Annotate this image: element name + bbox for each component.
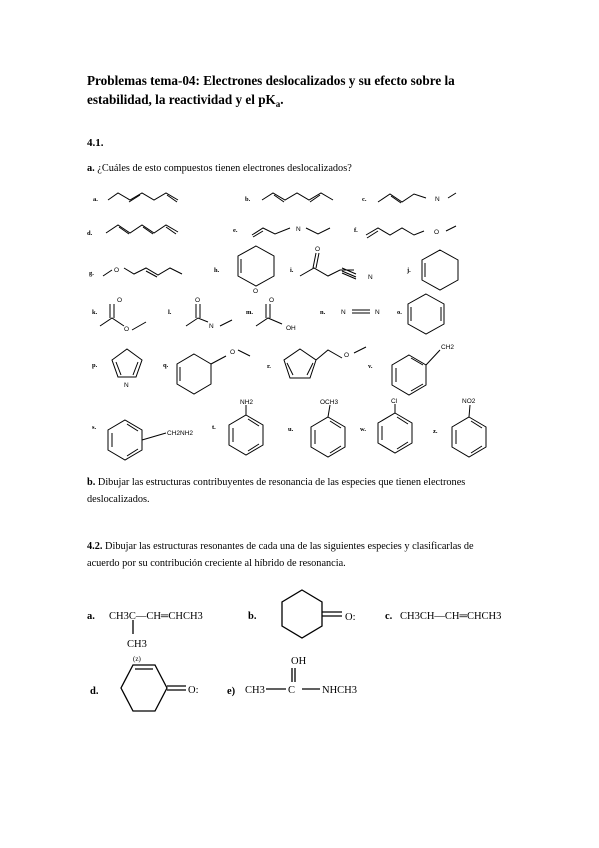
structure-label-d: d. (87, 230, 93, 237)
structure-label-z: z. (433, 428, 438, 435)
atom-o-r: O (344, 352, 350, 359)
atom-ch2nh2-s: CH2NH2 (167, 430, 194, 437)
structure-label-l: l. (168, 309, 172, 316)
structure-label-u: u. (288, 426, 294, 433)
structure-label-v: v. (368, 363, 373, 370)
structure-label-n: n. (320, 309, 326, 316)
p2-e-c: C (288, 685, 296, 696)
structure-label-m: m. (246, 309, 254, 316)
atom-n-c: N (435, 196, 440, 203)
title-line-1: Problemas tema-04: Electrones deslocalizados y su efecto sobre la (87, 73, 455, 88)
structure-label-r: r. (267, 363, 271, 370)
p2-a-branch: CH3 (127, 639, 147, 650)
p2-label-c: c. (385, 611, 393, 622)
atom-n-n2: N (375, 309, 380, 316)
structure-label-i: i. (290, 267, 294, 274)
atom-n-i: N (368, 274, 373, 281)
atom-o-l: O (195, 297, 201, 304)
atom-o-k2: O (124, 326, 130, 333)
p2-d-mark: (z) (133, 655, 141, 663)
atom-oh-m: OH (286, 325, 296, 332)
atom-och3-u: OCH3 (320, 399, 339, 406)
structure-label-q: q. (163, 362, 169, 369)
atom-o-m: O (269, 297, 275, 304)
structure-label-k: k. (92, 309, 98, 316)
atom-o-i: O (315, 246, 321, 253)
structure-label-a: a. (93, 196, 98, 203)
structure-label-f: f. (354, 227, 358, 234)
structure-label-g: g. (89, 270, 94, 277)
atom-o-f: O (434, 229, 440, 236)
atom-n-l: N (209, 323, 214, 330)
p2-c-formula: CH3CH—CH═CHCH3 (400, 611, 502, 622)
problem-4-1-a-text: a. ¿Cuáles de esto compuestos tienen electrones deslocalizados? (87, 163, 352, 174)
atom-o-g: O (114, 267, 120, 274)
atom-n-e: N (296, 226, 301, 233)
structure-label-e: e. (233, 227, 238, 234)
p2-label-b: b. (248, 611, 257, 622)
structure-label-o: o. (397, 309, 402, 316)
atom-no2-z: NO2 (462, 398, 476, 405)
structure-label-h: h. (214, 267, 220, 274)
p2-label-d: d. (90, 686, 99, 697)
atom-o-q: O (230, 349, 236, 356)
problem-number-4-1: 4.1. (87, 137, 104, 149)
atom-o-h: O (253, 288, 259, 295)
p2-a-formula: CH3C—CH═CHCH3 (109, 611, 203, 622)
p2-b-oxygen: O: (345, 612, 356, 623)
atom-n-p: N (124, 382, 129, 389)
structure-label-w: w. (360, 426, 366, 433)
p2-e-left: CH3 (245, 685, 265, 696)
structure-label-t: t. (212, 424, 216, 431)
p2-e-oh: OH (291, 656, 307, 667)
structure-label-p: p. (92, 362, 98, 369)
problem-4-1-b-text: b. Dibujar las estructuras contribuyentes de resonancia de las especies que tienen electrones deslocalizados. (87, 477, 466, 505)
structure-label-j: j. (407, 267, 411, 274)
atom-o-k1: O (117, 297, 123, 304)
problem-4-2-text: 4.2. Dibujar las estructuras resonantes de cada una de las siguientes especies y clasificarlas de acuerdo por su contribución creciente al híbrido de resonancia. (87, 541, 474, 569)
atom-ch2-v: CH2 (441, 344, 455, 351)
p2-d-oxygen: O: (188, 685, 199, 696)
structure-label-c: c. (362, 196, 367, 203)
atom-nh2-t: NH2 (240, 399, 254, 406)
structure-label-s: s. (92, 424, 97, 431)
p2-label-e: e) (227, 686, 236, 697)
atom-cl-w: Cl (391, 398, 398, 405)
structure-label-b: b. (245, 196, 251, 203)
p2-label-a: a. (87, 611, 95, 622)
atom-n-n1: N (341, 309, 346, 316)
p2-e-right: NHCH3 (322, 685, 358, 696)
title-line-2: estabilidad, la reactividad y el $pK_a$. (87, 92, 284, 109)
